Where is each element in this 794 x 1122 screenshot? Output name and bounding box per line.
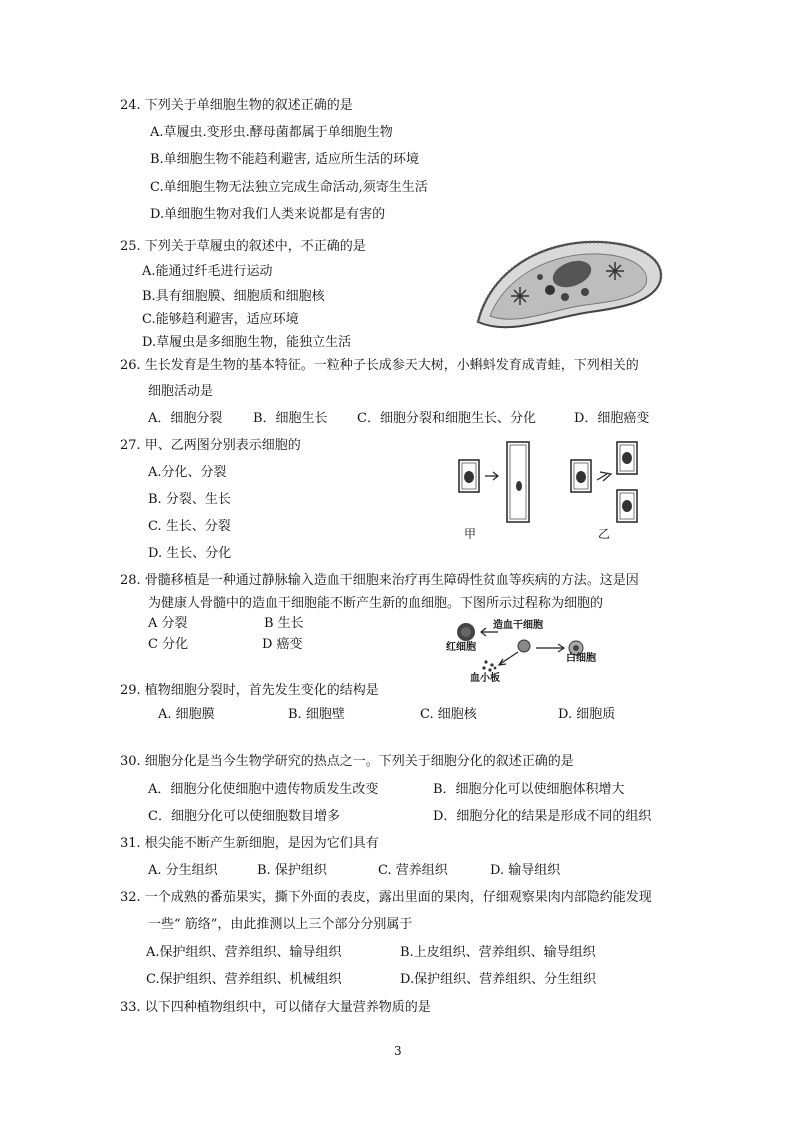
q32-stem-line1: 32. 一个成熟的番茄果实，撕下外面的表皮，露出里面的果肉，仔细观察果肉内部隐约能发现 [120,890,652,905]
q29-stem: 29. 植物细胞分裂时，首先发生变化的结构是 [120,683,379,698]
q26-option-b: B．细胞生长 [253,411,328,426]
q28-option-b: B 生长 [264,616,304,631]
q31-stem: 31. 根尖能不断产生新细胞，是因为它们具有 [120,836,379,851]
q32-option-b: B.上皮组织、营养组织、输导组织 [400,945,596,960]
q32-option-c: C.保护组织、营养组织、机械组织 [146,972,342,987]
paramecium-figure [470,232,670,340]
q31-option-c: C. 营养组织 [378,863,448,878]
q27-option-c: C. 生长、分裂 [148,519,231,534]
q25-option-b: B.具有细胞膜、细胞质和细胞核 [142,289,325,304]
q28-option-c: C 分化 [148,637,189,652]
label-platelet: 血小板 [470,673,500,684]
q33-stem: 33. 以下四种植物组织中，可以储存大量营养物质的是 [120,1000,431,1015]
q29-option-d: D. 细胞质 [558,707,616,722]
q26-option-c: C．细胞分裂和细胞生长、分化 [357,411,536,426]
q27-option-d: D. 生长、分化 [148,546,232,561]
label-white-cell: 白细胞 [566,653,596,664]
q30-option-c: C．细胞分化可以使细胞数目增多 [148,809,340,824]
q27-option-b: B. 分裂、生长 [148,492,231,507]
q24-stem: 24. 下列关于单细胞生物的叙述正确的是 [120,98,353,113]
q26-option-a: A．细胞分裂 [148,411,223,426]
q28-stem-line2: 为健康人骨髓中的造血干细胞能不断产生新的血细胞。下图所示过程称为细胞的 [148,596,604,611]
q24-option-d: D.单细胞生物对我们人类来说都是有害的 [150,207,386,222]
q29-option-b: B. 细胞壁 [288,707,345,722]
q25-option-c: C.能够趋利避害，适应环境 [142,312,299,327]
q32-option-a: A.保护组织、营养组织、输导组织 [146,945,342,960]
q28-stem-line1: 28. 骨髓移植是一种通过静脉输入造血干细胞来治疗再生障碍性贫血等疾病的方法。这是因 [120,573,639,588]
q27-option-a: A.分化、分裂 [148,465,227,480]
q29-option-a: A. 细胞膜 [158,707,215,722]
cell-growth-division-figure [455,438,655,556]
q32-stem-line2: 一些“ 筋络”，由此推测以上三个部分分别属于 [148,917,413,932]
label-stem-cell: 造血干细胞 [493,620,543,631]
q30-stem: 30. 细胞分化是当今生物学研究的热点之一。下列关于细胞分化的叙述正确的是 [120,754,574,769]
q26-option-d: D．细胞癌变 [574,411,650,426]
q28-option-d: D 癌变 [262,637,303,652]
q28-option-a: A 分裂 [148,616,188,631]
q30-option-b: B．细胞分化可以使细胞体积增大 [433,782,625,797]
q31-option-a: A. 分生组织 [148,863,218,878]
q31-option-b: B. 保护组织 [257,863,327,878]
q29-option-c: C. 细胞核 [420,707,477,722]
q25-option-d: D.草履虫是多细胞生物，能独立生活 [142,335,352,350]
q30-option-d: D．细胞分化的结果是形成不同的组织 [433,809,652,824]
q31-option-d: D. 输导组织 [490,863,561,878]
q27-figure-label-jia: 甲 [464,527,477,541]
page-number: 3 [394,1044,402,1058]
q32-option-d: D.保护组织、营养组织、分生组织 [400,972,597,987]
q27-figure-label-yi: 乙 [598,527,611,541]
label-red-cell: 红细胞 [446,642,476,653]
q27-stem: 27. 甲、乙两图分别表示细胞的 [120,438,301,453]
q26-stem-line2: 细胞活动是 [148,384,214,399]
q26-stem-line1: 26. 生长发育是生物的基本特征。一粒种子长成参天大树，小蝌蚪发育成青蛙，下列相关的 [120,358,639,373]
q24-option-c: C.单细胞生物无法独立完成生命活动,须寄生生活 [150,180,428,195]
q30-option-a: A．细胞分化使细胞中遗传物质发生改变 [148,782,379,797]
q24-option-b: B.单细胞生物不能趋利避害, 适应所生活的环境 [150,152,419,167]
q25-stem: 25. 下列关于草履虫的叙述中，不正确的是 [120,239,366,254]
q25-option-a: A.能通过纤毛进行运动 [142,264,273,279]
q24-option-a: A.草履虫.变形虫.酵母菌都属于单细胞生物 [150,125,393,140]
